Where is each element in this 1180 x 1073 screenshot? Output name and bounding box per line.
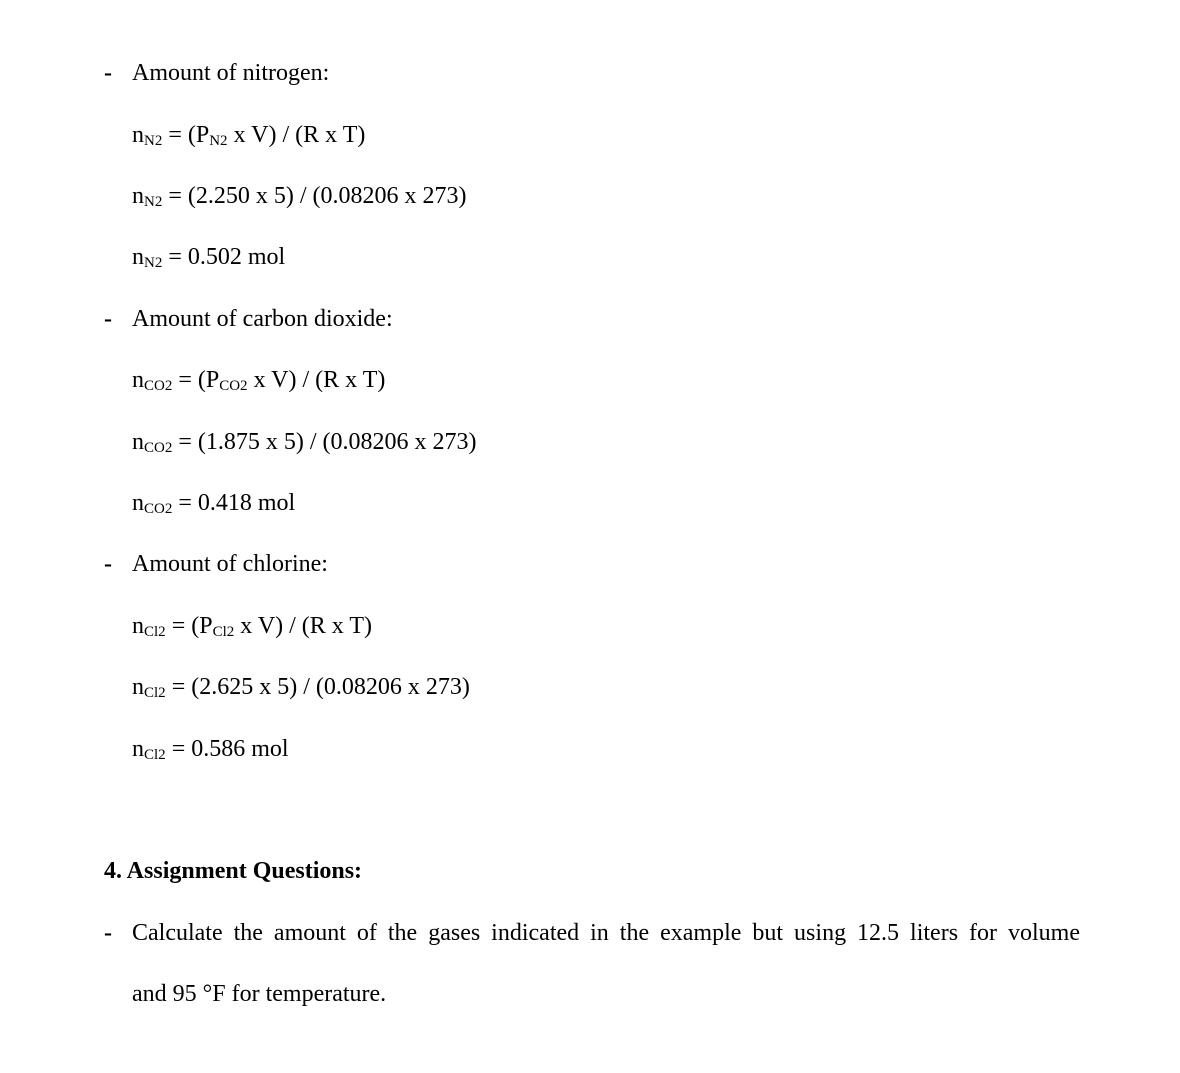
equation-rhs: = 0.502 mol <box>162 244 286 270</box>
equation-rhs: = (2.250 x 5) / (0.08206 x 273) <box>162 183 467 209</box>
assignment-heading: 4. Assignment Questions: <box>104 858 363 884</box>
gas-subscript: Cl2 <box>144 685 166 701</box>
equation-rhs: = (1.875 x 5) / (0.08206 x 273) <box>172 429 477 455</box>
bullet-dash: - <box>104 60 112 86</box>
equation-substitution-nitrogen <box>132 181 467 214</box>
section-title-carbon-dioxide: Amount of carbon dioxide: <box>132 306 393 332</box>
bullet-dash: - <box>104 306 112 332</box>
n-symbol: n <box>132 244 144 270</box>
gas-subscript: CO2 <box>219 378 248 394</box>
equation-result-carbon-dioxide <box>132 488 295 521</box>
gas-subscript: N2 <box>144 194 163 210</box>
equation-substitution-carbon-dioxide <box>132 427 477 460</box>
equation-rhs: = 0.586 mol <box>165 736 289 762</box>
n-symbol: n <box>132 122 144 148</box>
equation-tail: x V) / (R x T) <box>227 122 366 148</box>
gas-subscript: CO2 <box>144 378 173 394</box>
gas-subscript: N2 <box>144 133 163 149</box>
equation-formula-carbon-dioxide <box>132 365 385 398</box>
gas-subscript: N2 <box>209 133 228 149</box>
bullet-dash: - <box>104 551 112 577</box>
n-symbol: n <box>132 736 144 762</box>
assignment-question-line2: and 95 °F for temperature. <box>132 981 387 1007</box>
equation-tail: x V) / (R x T) <box>247 367 386 393</box>
equation-result-chlorine <box>132 734 289 767</box>
bullet-dash: - <box>104 920 112 946</box>
gas-subscript: Cl2 <box>144 624 166 640</box>
assignment-question-line1: Calculate the amount of the gases indicated in the example but using 12.5 liters for volume <box>132 920 1080 946</box>
gas-subscript: CO2 <box>144 501 173 517</box>
equation-formula-chlorine <box>132 611 372 644</box>
n-symbol: n <box>132 367 144 393</box>
gas-subscript: N2 <box>144 255 163 271</box>
n-symbol: n <box>132 490 144 516</box>
gas-subscript: Cl2 <box>212 624 235 640</box>
equation-rhs: = 0.418 mol <box>172 490 296 516</box>
n-symbol: n <box>132 429 144 455</box>
equation-rhs: = (2.625 x 5) / (0.08206 x 273) <box>165 674 470 700</box>
n-symbol: n <box>132 183 144 209</box>
equation-formula-nitrogen <box>132 120 365 153</box>
section-title-nitrogen: Amount of nitrogen: <box>132 60 330 86</box>
equation-substitution-chlorine <box>132 672 470 705</box>
n-symbol: n <box>132 613 144 639</box>
assignment-question <box>132 918 1080 1009</box>
section-title-chlorine: Amount of chlorine: <box>132 551 328 577</box>
equation-rhs: = (P <box>162 122 210 148</box>
n-symbol: n <box>132 674 144 700</box>
equation-rhs: = (P <box>165 613 213 639</box>
equation-rhs: = (P <box>172 367 220 393</box>
equation-tail: x V) / (R x T) <box>234 613 373 639</box>
equation-result-nitrogen <box>132 242 285 275</box>
gas-subscript: Cl2 <box>144 747 166 763</box>
gas-subscript: CO2 <box>144 440 173 456</box>
